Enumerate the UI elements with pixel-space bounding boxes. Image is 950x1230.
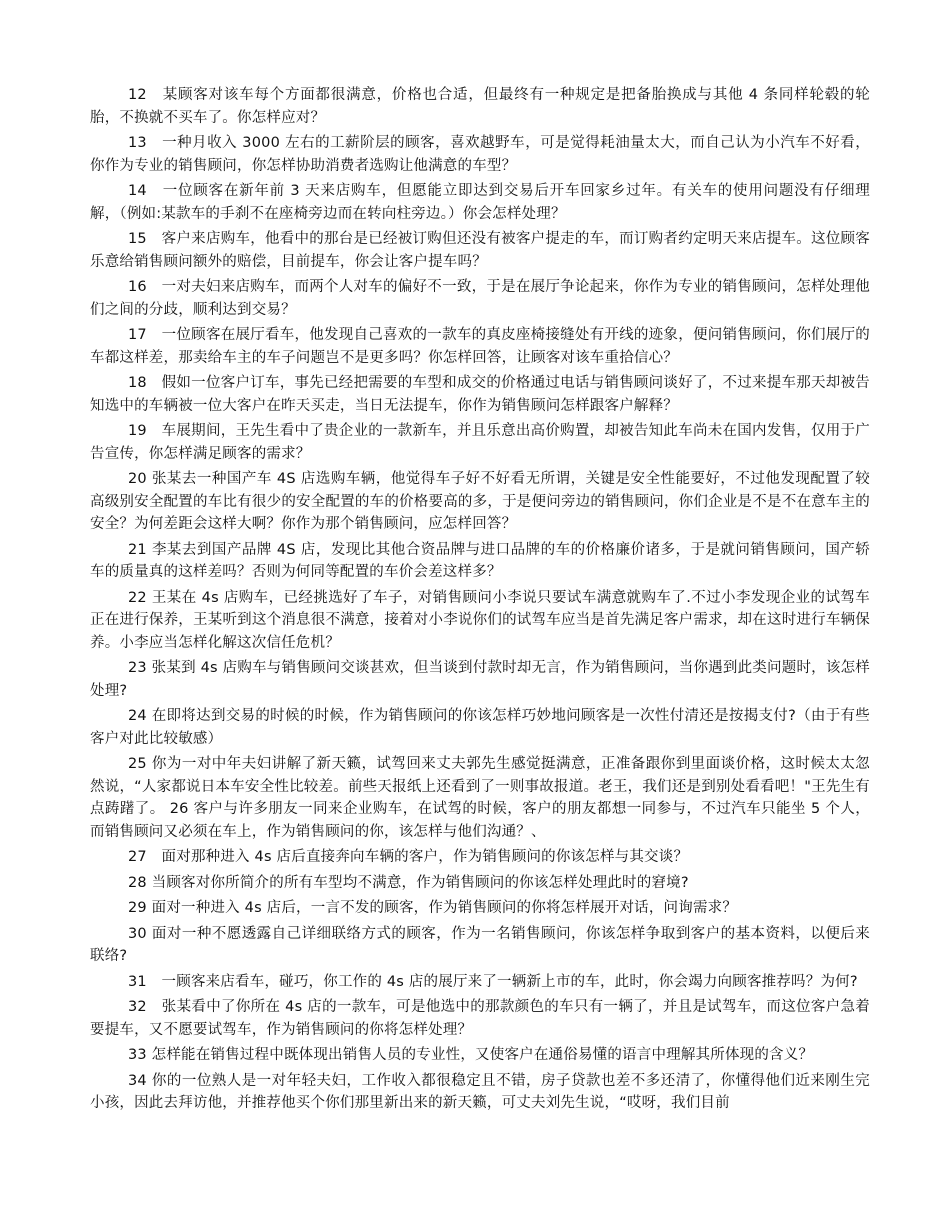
question-32: 32 张某看中了你所在 4s 店的一款车，可是他选中的那款颜色的车只有一辆了，并且是试驾车，而这位客户急着要提车，又不愿要试驾车，作为销售顾问的你将怎样处理？ bbox=[90, 999, 870, 1038]
question-13: 13 一种月收入 3000 左右的工薪阶层的顾客，喜欢越野车，可是觉得耗油量太大，而自己认为小汽车不好看，你作为专业的销售顾问，你怎样协助消费者选购让他满意的车型？ bbox=[90, 135, 870, 174]
question-31: 31 一顾客来店看车，碰巧，你工作的 4s 店的展厅来了一辆新上市的车，此时，你会竭力向顾客推荐吗？为何? bbox=[128, 973, 858, 990]
question-28: 28 当顾客对你所简介的所有车型均不满意，作为销售顾问的你该怎样处理此时的窘境? bbox=[128, 874, 689, 891]
question-27: 27 面对那种进入 4s 店后直接奔向车辆的客户，作为销售顾问的你该怎样与其交谈？ bbox=[128, 849, 689, 865]
question-22: 22 王某在 4s 店购车，已经挑选好了车子，对销售顾问小李说只要试车满意就购车了.不过小李发现企业的试驾车正在进行保养，王某听到这个消息很不满意，接着对小李说你们的试驾车应当是首先满足客户需求，却在这时进行车辆保养。小李应当怎样化解这次信任危机？ bbox=[90, 589, 870, 651]
document-body bbox=[90, 84, 870, 1118]
question-24: 24 在即将达到交易的时候的时候，作为销售顾问的你该怎样巧妙地问顾客是一次性付清还是按揭支付?（由于有些客户对此比较敏感） bbox=[90, 708, 870, 747]
question-18: 18 假如一位客户订车，事先已经把需要的车型和成交的价格通过电话与销售顾问谈好了，不过来提车那天却被告知选中的车辆被一位大客户在昨天买走，当日无法提车，你作为销售顾问怎样跟客户解释？ bbox=[90, 375, 870, 414]
question-19: 19 车展期间，王先生看中了贵企业的一款新车，并且乐意出高价购置，却被告知此车尚未在国内发售，仅用于广告宣传，你怎样满足顾客的需求？ bbox=[90, 423, 870, 462]
question-30: 30 面对一种不愿透露自己详细联络方式的顾客，作为一名销售顾问，你该怎样争取到客户的基本资料，以便后来联络? bbox=[90, 925, 870, 964]
question-29: 29 面对一种进入 4s 店后，一言不发的顾客，作为销售顾问的你将怎样展开对话，问询需求？ bbox=[128, 900, 738, 916]
question-25-26: 25 你为一对中年夫妇讲解了新天籁，试驾回来丈夫郭先生感觉挺满意，正准备跟你到里面谈价格，这时候太太忽然说，“人家都说日本车安全性比较差。前些天报纸上还看到了一则事故报道。老王，我们还是到别处看看吧！"王先生有点踌躇了。 26 客户与许多朋友一同来企业购车，在试驾的时候，客户的朋友都想一同参与，不过汽车只能坐 5 个人，而销售顾问又必须在车上，作为销售顾问的你，该怎样与他们沟通？、 bbox=[90, 756, 870, 840]
question-33: 33 怎样能在销售过程中既体现出销售人员的专业性，又使客户在通俗易懂的语言中理解其所体现的含义？ bbox=[128, 1047, 814, 1063]
question-14: 14 一位顾客在新年前 3 天来店购车，但愿能立即达到交易后开车回家乡过年。有关车的使用问题没有仔细理解，（例如:某款车的手刹不在座椅旁边而在转向柱旁边。）你会怎样处理？ bbox=[90, 183, 870, 222]
question-16: 16 一对夫妇来店购车，而两个人对车的偏好不一致，于是在展厅争论起来，你作为专业的销售顾问，怎样处理他们之间的分歧，顺利达到交易？ bbox=[90, 279, 870, 318]
question-17: 17 一位顾客在展厅看车，他发现自己喜欢的一款车的真皮座椅接缝处有开线的迹象，便问销售顾问，你们展厅的车都这样差，那卖给车主的车子问题岂不是更多吗？你怎样回答，让顾客对该车重拾信心？ bbox=[90, 327, 870, 366]
question-21: 21 李某去到国产品牌 4S 店，发现比其他合资品牌与进口品牌的车的价格廉价诸多，于是就问销售顾问，国产轿车的质量真的这样差吗？否则为何同等配置的车价会差这样多？ bbox=[90, 541, 870, 580]
question-12: 12 某顾客对该车每个方面都很满意，价格也合适，但最终有一种规定是把备胎换成与其他 4 条同样轮毂的轮胎，不换就不买车了。你怎样应对？ bbox=[90, 87, 870, 126]
question-34: 34 你的一位熟人是一对年轻夫妇，工作收入都很稳定且不错，房子贷款也差不多还清了，你懂得他们近来刚生完小孩，因此去拜访他，并推荐他买个你们那里新出来的新天籁，可丈夫刘先生说，“哎呀，我们目前 bbox=[90, 1072, 870, 1111]
question-20: 20 张某去一种国产车 4S 店选购车辆，他觉得车子好不好看无所谓，关键是安全性能要好，不过他发现配置了较高级别安全配置的车比有很少的安全配置的车的价格要高的多，于是便问旁边的销售顾问，你们企业是不是不在意车主的安全？为何差距会这样大啊？你作为那个销售顾问，应怎样回答？ bbox=[90, 471, 870, 532]
question-15: 15 客户来店购车，他看中的那台是已经被订购但还没有被客户提走的车，而订购者约定明天来店提车。这位顾客乐意给销售顾问额外的赔偿，目前提车，你会让客户提车吗？ bbox=[90, 231, 870, 270]
question-23: 23 张某到 4s 店购车与销售顾问交谈甚欢，但当谈到付款时却无言，作为销售顾问，当你遇到此类问题时，该怎样处理? bbox=[90, 660, 870, 699]
